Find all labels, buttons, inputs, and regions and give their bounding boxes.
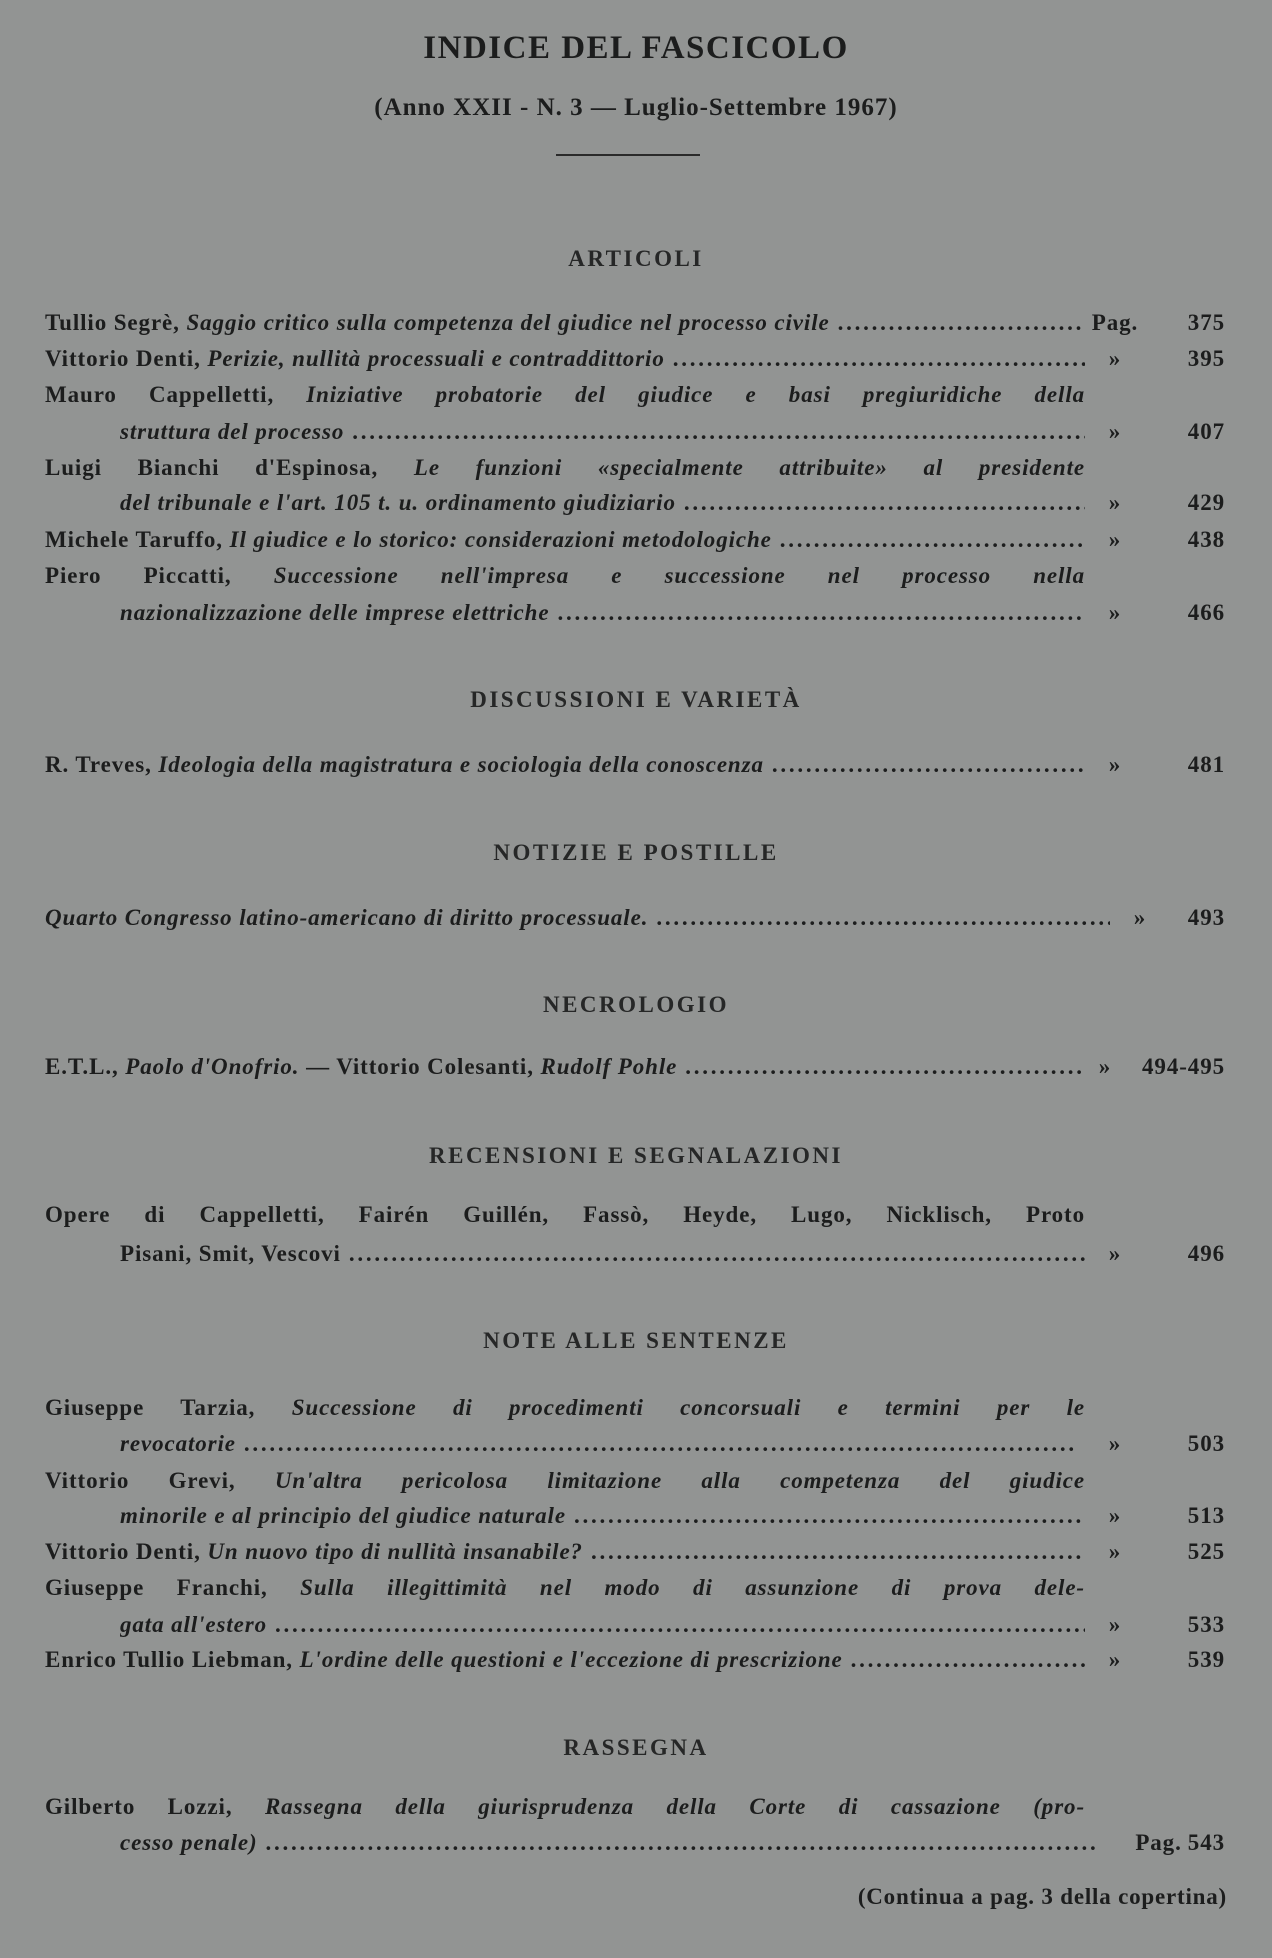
page-marker: »: [1108, 346, 1122, 371]
section-heading-discussioni: DISCUSSIONI E VARIETÀ: [470, 687, 802, 712]
page-marker: »: [1133, 905, 1147, 930]
entry-author: Michele Taruffo,: [45, 527, 223, 552]
toc-entry: [45, 310, 1225, 346]
toc-entry: [45, 346, 1225, 382]
section-heading-notizie: NOTIZIE E POSTILLE: [493, 840, 779, 865]
toc-entry: [45, 1468, 1225, 1504]
entry-title: Rudolf Pohle: [540, 1054, 678, 1079]
leader-dots: [566, 1503, 1085, 1529]
page-number: 466: [1187, 600, 1225, 625]
leader-dots: [665, 346, 1085, 372]
entry-title: Quarto Congresso latino-americano di diritto processuale.: [45, 905, 649, 930]
entry-author: Vittorio Denti,: [45, 346, 201, 371]
entry-author: Giuseppe Tarzia,: [45, 1395, 256, 1420]
page-marker: Pag.: [1091, 310, 1139, 335]
toc-entry-continuation: [45, 1503, 1225, 1539]
divider: [556, 154, 700, 156]
leader-dots: [549, 600, 1085, 626]
entry-author: E.T.L.,: [45, 1054, 119, 1079]
page-number: 543: [1187, 1830, 1225, 1855]
toc-entry: [45, 1575, 1225, 1611]
page-number: 375: [1187, 310, 1225, 335]
entry-author: Gilberto Lozzi,: [45, 1794, 233, 1819]
entry-title: nazionalizzazione delle imprese elettriche: [120, 600, 550, 625]
section-heading-necrologio: NECROLOGIO: [542, 992, 730, 1017]
page-number: 481: [1187, 752, 1225, 777]
page-marker: »: [1108, 419, 1122, 444]
page-number: 493: [1187, 905, 1225, 930]
page-marker: Pag.: [1135, 1830, 1182, 1855]
page-marker: »: [1108, 1503, 1122, 1528]
entry-title: del tribunale e l'art. 105 t. u. ordinamento giudiziario: [120, 490, 676, 515]
entry-title: Un'altra pericolosa limitazione alla competenza del giudice: [274, 1468, 1085, 1493]
entry-author: Enrico Tullio Liebman,: [45, 1647, 293, 1672]
toc-entry: [45, 455, 1225, 491]
page-number: 513: [1187, 1503, 1225, 1528]
leader-dots: [676, 490, 1085, 516]
toc-entry: [45, 752, 1225, 788]
leader-dots: [258, 1830, 1130, 1856]
page-number: 503: [1187, 1431, 1225, 1456]
leader-dots: [583, 1539, 1085, 1565]
toc-entry: [45, 1395, 1225, 1431]
toc-entry: [45, 1539, 1225, 1575]
entry-title: Le funzioni «specialmente attribuite» al presidente: [413, 455, 1085, 480]
page-number: 438: [1187, 527, 1225, 552]
page-number: 539: [1187, 1647, 1225, 1672]
leader-dots: [648, 905, 1110, 931]
entry-title: gata all'estero: [120, 1612, 268, 1637]
entry-title: Sulla illegittimità nel modo di assunzione di prova dele-: [300, 1575, 1085, 1600]
page-title: INDICE DEL FASCICOLO: [423, 30, 849, 66]
entry-author: Giuseppe Franchi,: [45, 1575, 268, 1600]
entry-title: Paolo d'Onofrio.: [125, 1054, 300, 1079]
entry-author: R. Treves,: [45, 752, 152, 777]
entry-title: revocatorie: [120, 1431, 236, 1456]
entry-title: minorile e al principio del giudice naturale: [120, 1503, 566, 1528]
entry-author: Luigi Bianchi d'Espinosa,: [45, 455, 379, 480]
toc-entry: [45, 1647, 1225, 1683]
leader-dots: [772, 527, 1085, 553]
page-number: 525: [1187, 1539, 1225, 1564]
toc-entry: [45, 1054, 1225, 1090]
page-number: 429: [1187, 490, 1225, 515]
toc-entry-continuation: [45, 419, 1225, 455]
toc-entry: [45, 527, 1225, 563]
continued-note: (Continua a pag. 3 della copertina): [857, 1884, 1227, 1909]
page-marker: »: [1108, 1431, 1122, 1456]
section-heading-recensioni: RECENSIONI E SEGNALAZIONI: [429, 1143, 843, 1168]
entry-author: Piero Piccatti,: [45, 563, 232, 588]
leader-dots: [344, 419, 1085, 445]
toc-entry: [45, 382, 1225, 418]
entry-title: Rassegna della giurisprudenza della Corte di cassazione (pro-: [264, 1794, 1085, 1819]
leader-dots: [830, 310, 1085, 336]
page-marker: »: [1108, 1612, 1122, 1637]
toc-entry-continuation: [45, 600, 1225, 636]
page-number: 494-495: [1142, 1054, 1225, 1079]
entry-author: — Vittorio Colesanti,: [306, 1054, 534, 1079]
entry-title: L'ordine delle questioni e l'eccezione di prescrizione: [299, 1647, 843, 1672]
page-marker: »: [1108, 1647, 1122, 1672]
page-number: 496: [1187, 1241, 1225, 1266]
issue-subtitle: (Anno XXII - N. 3 — Luglio-Settembre 1967): [374, 94, 898, 121]
leader-dots: [236, 1431, 1085, 1457]
entry-title: struttura del processo: [120, 419, 345, 444]
toc-entry-continuation: [45, 1431, 1225, 1467]
page-marker: »: [1108, 1241, 1122, 1266]
leader-dots: [843, 1647, 1085, 1673]
leader-dots: [267, 1612, 1085, 1638]
entry-title: cesso penale): [120, 1830, 258, 1855]
toc-entry-continuation: [45, 1830, 1225, 1866]
leader-dots: [764, 752, 1085, 778]
entry-title: Iniziative probatorie del giudice e basi pregiuridiche della: [306, 382, 1085, 407]
page-number: 533: [1187, 1612, 1225, 1637]
page-marker: »: [1108, 752, 1122, 777]
entry-text: Pisani, Smit, Vescovi: [120, 1241, 341, 1266]
page-marker: »: [1108, 1539, 1122, 1564]
section-heading-articoli: ARTICOLI: [568, 246, 704, 271]
entry-author: Tullio Segrè,: [45, 310, 180, 335]
entry-author: Mauro Cappelletti,: [45, 382, 275, 407]
toc-entry-continuation: [45, 490, 1225, 526]
entry-author: Vittorio Grevi,: [45, 1468, 236, 1493]
entry-title: Successione nell'impresa e successione nel processo nella: [273, 563, 1085, 588]
toc-entry-continuation: [45, 1241, 1225, 1277]
entry-title: Ideologia della magistratura e sociologia della conoscenza: [158, 752, 764, 777]
page-number: 395: [1187, 346, 1225, 371]
entry-title: Successione di procedimenti concorsuali e termini per le: [291, 1395, 1085, 1420]
toc-entry: [45, 1202, 1225, 1238]
page-marker: »: [1098, 1054, 1112, 1079]
page-marker: »: [1108, 490, 1122, 515]
entry-title: Un nuovo tipo di nullità insanabile?: [207, 1539, 583, 1564]
toc-entry: [45, 1794, 1225, 1830]
toc-entry-continuation: [45, 1612, 1225, 1648]
entry-title: Il giudice e lo storico: considerazioni metodologiche: [229, 527, 772, 552]
entry-title: Saggio critico sulla competenza del giudice nel processo civile: [186, 310, 830, 335]
page-marker: »: [1108, 527, 1122, 552]
toc-entry: [45, 563, 1225, 599]
section-heading-note: NOTE ALLE SENTENZE: [483, 1328, 789, 1353]
leader-dots: [677, 1054, 1085, 1080]
toc-entry: [45, 905, 1225, 941]
entry-author: Vittorio Denti,: [45, 1539, 201, 1564]
page-number: 407: [1187, 419, 1225, 444]
leader-dots: [341, 1241, 1085, 1267]
section-heading-rassegna: RASSEGNA: [563, 1735, 709, 1760]
entry-text: Opere di Cappelletti, Fairén Guillén, Fassò, Heyde, Lugo, Nicklisch, Proto: [45, 1202, 1085, 1227]
entry-title: Perizie, nullità processuali e contraddittorio: [207, 346, 665, 371]
page-marker: »: [1108, 600, 1122, 625]
